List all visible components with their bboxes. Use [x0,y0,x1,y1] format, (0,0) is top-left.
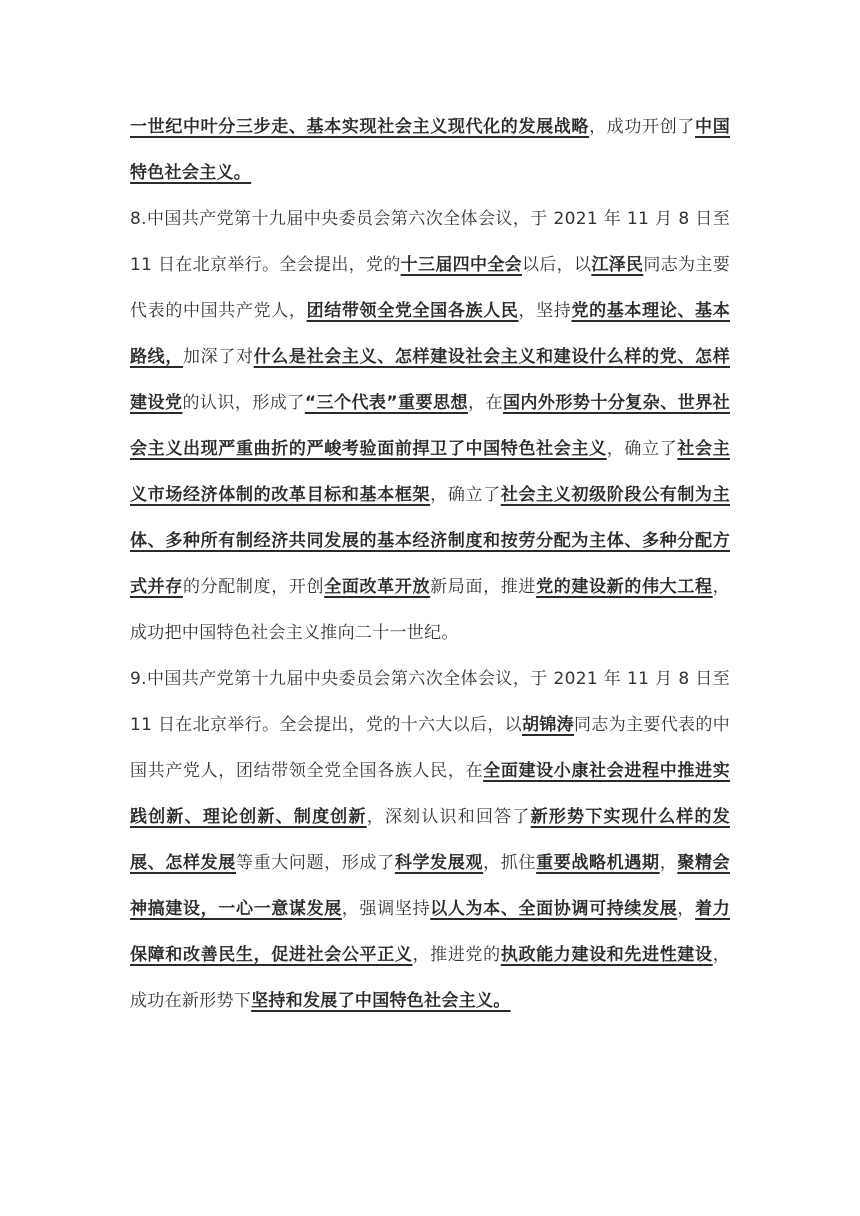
emphasized-text: 十三届四中全会 [400,255,522,275]
emphasized-text: 社会主义初级阶段公有制为主体、多种所有制经济共同发展的基本经济制度和按劳分配为主体、多种分配方式并存 [130,485,730,597]
emphasized-text: 胡锦涛 [522,715,575,735]
body-text: 9.中国共产党第十九届中央委员会第六次全体会议，于 2021 年 11 月 8 日至 11 日在北京举行。全会提出，党的十六大以后，以 [130,669,730,735]
emphasized-text: 团结带领全党全国各族人民 [306,301,519,321]
emphasized-text: 党的建设新的伟大工程 [536,577,713,597]
emphasized-text: 以人为本、全面协调可持续发展 [430,899,678,919]
paragraph-8 [130,196,730,656]
emphasized-text: 社会主义市场经济体制的改革目标和基本框架 [130,439,731,505]
paragraph-intro-tail [130,104,730,196]
emphasized-text: 什么是社会主义、怎样建设社会主义和建设什么样的党、怎样建设党 [130,347,731,413]
body-text: ，确立了 [606,439,678,459]
emphasized-text: 科学发展观 [394,853,484,873]
body-text: ，强调坚持 [341,899,431,919]
paragraph-9 [130,656,730,1024]
body-text: 8.中国共产党第十九届中央委员会第六次全体会议，于 2021 年 11 月 8 日至 11 日在北京举行。全会提出，党的 [130,209,730,275]
emphasized-text: 新形势下实现什么样的发展、怎样发展 [130,807,730,873]
body-text: ，坚持 [518,301,572,321]
emphasized-text: 全面改革开放 [324,577,431,597]
body-text: ，推进党的 [412,945,501,965]
body-text: 的分配制度，开创 [182,577,325,597]
emphasized-text: 党的基本理论、基本路线， [130,301,731,367]
body-text: ， [659,853,678,873]
emphasized-text: 中国特色社会主义。 [130,117,730,183]
emphasized-text: 聚精会神搞建设，一心一意谋发展 [130,853,730,919]
body-text: ，确立了 [430,485,501,505]
body-text: 同志为主要代表的中国共产党人，团结带领全党全国各族人民，在 [130,715,731,781]
document-body [130,104,730,1024]
emphasized-text: 江泽民 [591,255,644,275]
emphasized-text: “三个代表”重要思想 [304,393,468,413]
body-text: 的认识，形成了 [182,393,305,413]
body-text: ，成功开创了 [589,117,696,137]
body-text: ，在 [467,393,503,413]
body-text: 以后，以 [522,255,592,275]
body-text: 同志为主要代表的中国共产党人， [130,255,730,321]
emphasized-text: 全面建设小康社会进程中推进实践创新、理论创新、制度创新 [130,761,731,827]
body-text: 等重大问题，形成了 [235,853,395,873]
emphasized-text: 国内外形势十分复杂、世界社会主义出现严重曲折的严峻考验面前捍卫了中国特色社会主义 [130,393,730,459]
body-text: ，抓住 [483,853,537,873]
emphasized-text: 重要战略机遇期 [536,853,660,873]
emphasized-text: 一世纪中叶分三步走、基本实现社会主义现代化的发展战略 [130,117,590,137]
emphasized-text: 着力保障和改善民生，促进社会公平正义 [130,899,731,965]
body-text: ， [677,899,696,919]
body-text: 加深了对 [182,347,254,367]
body-text: ，深刻认识和回答了 [366,807,531,827]
body-text: ，成功把中国特色社会主义推向二十一世纪。 [130,577,730,643]
body-text: 新局面，推进 [430,577,537,597]
emphasized-text: 坚持和发展了中国特色社会主义。 [251,991,511,1011]
body-text: ，成功在新形势下 [130,945,731,1011]
emphasized-text: 执政能力建设和先进性建设 [500,945,713,965]
